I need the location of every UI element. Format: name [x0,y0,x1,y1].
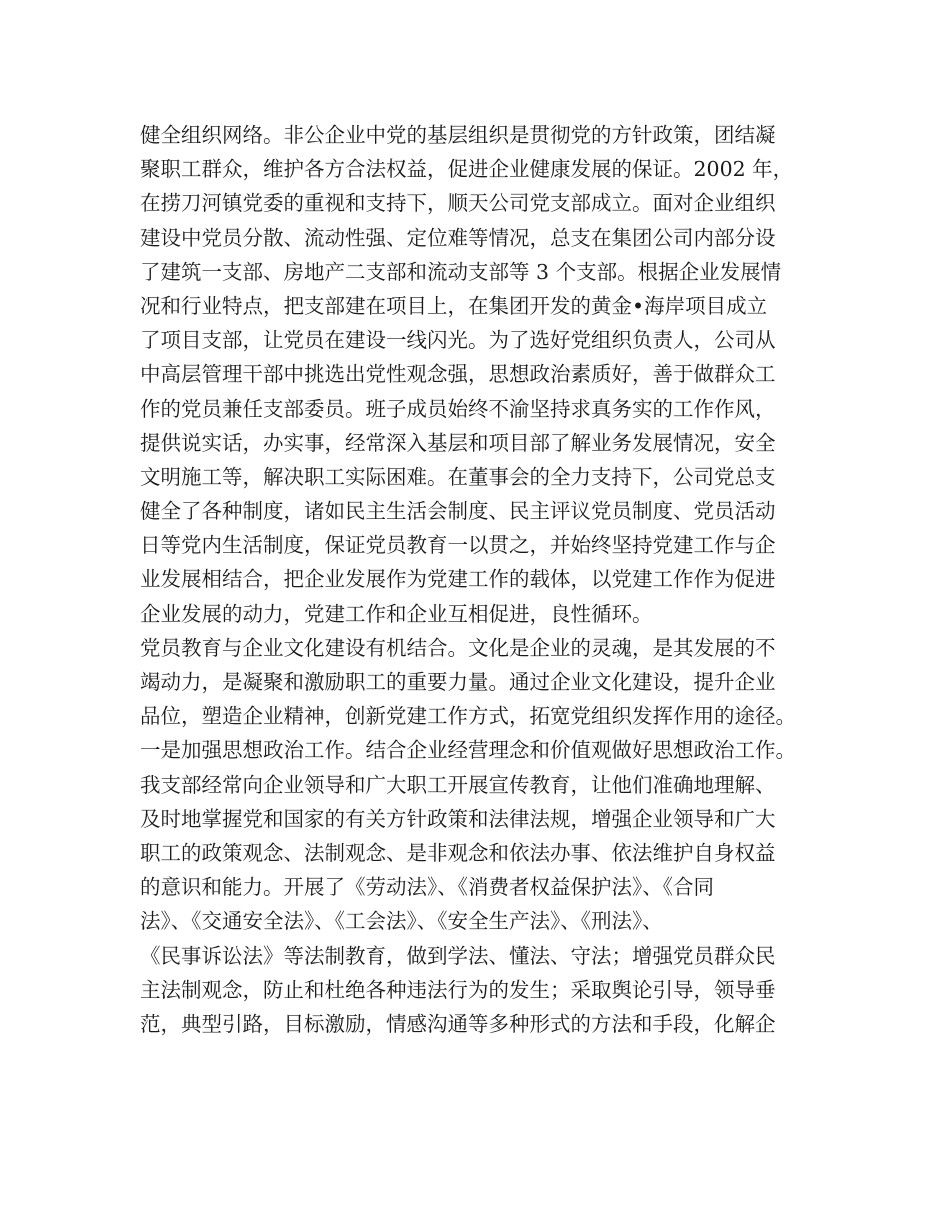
text-line: 竭动力，是凝聚和激励职工的重要力量。通过企业文化建设，提升企业 [140,670,776,694]
text-line: 中高层管理干部中挑选出党性观念强，思想政治素质好，善于做群众工 [140,362,776,387]
body-text [140,118,830,1041]
text-line: 建设中党员分散、流动性强、定位难等情况，总支在集团公司内部分设 [140,225,776,250]
text-line: 品位，塑造企业精神，创新党建工作方式，拓宽党组织发挥作用的途径。 [140,704,796,729]
text-line: 业发展相结合，把企业发展作为党建工作的载体，以党建工作作为促进 [140,567,776,592]
text-line: 党员教育与企业文化建设有机结合。文化是企业的灵魂，是其发展的不 [140,635,776,660]
text-line: 及时地掌握党和国家的有关方针政策和法律法规，增强企业领导和广大 [140,806,776,831]
text-line: 职工的政策观念、法制观念、是非观念和依法办事、依法维护自身权益 [140,840,776,865]
text-line: 文明施工等，解决职工实际困难。在董事会的全力支持下，公司党总支 [140,464,776,489]
text-line: 提供说实话，办实事，经常深入基层和项目部了解业务发展情况，安全 [140,430,776,455]
text-line: 《民事诉讼法》等法制教育，做到学法、懂法、守法；增强党员群众民 [140,943,776,968]
text-line: 在捞刀河镇党委的重视和支持下，顺天公司党支部成立。面对企业组织 [140,191,776,216]
text-line: 一是加强思想政治工作。结合企业经营理念和价值观做好思想政治工作。 [140,738,796,763]
text-line: 企业发展的动力，党建工作和企业互相促进，良性循环。 [140,601,653,626]
text-line: 范，典型引路，目标激励，情感沟通等多种形式的方法和手段，化解企 [140,1011,776,1036]
text-line: 聚职工群众，维护各方合法权益，促进企业健康发展的保证。2002 年， [140,157,794,182]
text-line: 的意识和能力。开展了《劳动法》、《消费者权益保护法》、《合同 [140,875,714,900]
text-line: 日等党内生活制度，保证党员教育一以贯之，并始终坚持党建工作与企 [140,533,776,558]
text-line: 况和行业特点，把支部建在项目上，在集团开发的黄金•海岸项目成立 [140,293,768,318]
text-line: 了建筑一支部、房地产二支部和流动支部等 3 个支部。根据企业发展情 [140,259,782,284]
text-line: 我支部经常向企业领导和广大职工开展宣传教育，让他们准确地理解、 [140,772,776,797]
text-line: 了项目支部，让党员在建设一线闪光。为了选好党组织负责人，公司从 [140,328,776,353]
text-line: 法》、《交通安全法》、《工会法》、《安全生产法》、《刑法》、 [140,909,663,934]
text-line: 作的党员兼任支部委员。班子成员始终不渝坚持求真务实的工作作风， [140,396,776,421]
text-line: 健全了各种制度，诸如民主生活会制度、民主评议党员制度、党员活动 [140,499,776,524]
text-line: 主法制观念，防止和杜绝各种违法行为的发生；采取舆论引导，领导垂 [140,977,776,1002]
text-line: 健全组织网络。非公企业中党的基层组织是贯彻党的方针政策，团结凝 [140,123,776,147]
